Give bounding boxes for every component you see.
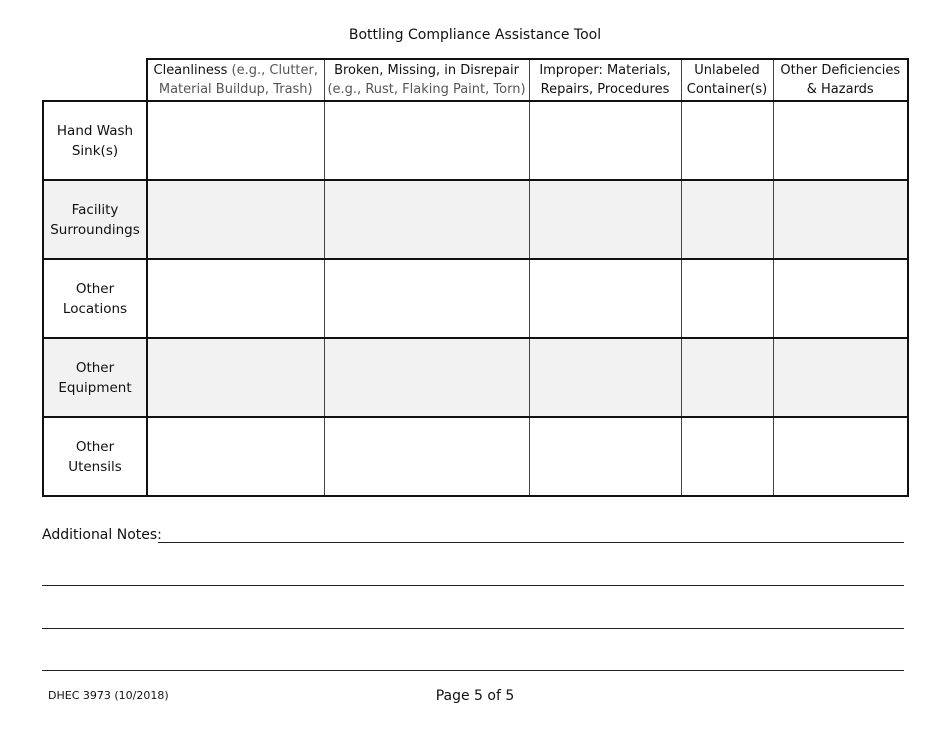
column-header-improper bbox=[529, 59, 681, 101]
additional-notes-label: Additional Notes: bbox=[42, 527, 162, 543]
column-header-line2: (e.g., Rust, Flaking Paint, Torn) bbox=[327, 82, 526, 97]
entry-cell[interactable] bbox=[773, 180, 908, 259]
entry-cell[interactable] bbox=[529, 180, 681, 259]
page-number: Page 5 of 5 bbox=[435, 688, 515, 704]
entry-cell[interactable] bbox=[773, 338, 908, 417]
column-header-cleanliness bbox=[147, 59, 324, 101]
entry-cell[interactable] bbox=[773, 259, 908, 338]
column-header-line2: Repairs, Procedures bbox=[540, 82, 670, 97]
entry-cell[interactable] bbox=[681, 259, 773, 338]
entry-cell[interactable] bbox=[324, 338, 529, 417]
compliance-table bbox=[42, 58, 909, 497]
entry-cell[interactable] bbox=[324, 180, 529, 259]
column-header-sub: (e.g., Clutter, bbox=[227, 63, 318, 78]
form-title: Bottling Compliance Assistance Tool bbox=[348, 27, 602, 43]
entry-cell[interactable] bbox=[529, 338, 681, 417]
entry-cell[interactable] bbox=[147, 259, 324, 338]
entry-cell[interactable] bbox=[324, 101, 529, 180]
entry-cell[interactable] bbox=[147, 417, 324, 496]
row-label-line2: Locations bbox=[62, 300, 128, 317]
column-header-main: Broken, Missing, in Disrepair bbox=[334, 63, 519, 78]
table-row-facility-surroundings bbox=[43, 180, 908, 259]
notes-line[interactable] bbox=[158, 542, 904, 543]
column-header-main: Cleanliness bbox=[153, 63, 228, 78]
row-label bbox=[43, 338, 147, 417]
entry-cell[interactable] bbox=[529, 101, 681, 180]
table-row-other-equipment bbox=[43, 338, 908, 417]
table-row-other-utensils bbox=[43, 417, 908, 496]
row-label-line2: Surroundings bbox=[50, 221, 140, 238]
form-id: DHEC 3973 (10/2018) bbox=[48, 689, 169, 702]
row-label bbox=[43, 180, 147, 259]
entry-cell[interactable] bbox=[529, 259, 681, 338]
table-row-other-locations bbox=[43, 259, 908, 338]
column-header-line2: Container(s) bbox=[686, 82, 768, 97]
entry-cell[interactable] bbox=[773, 417, 908, 496]
column-header-line2: & Hazards bbox=[806, 82, 874, 97]
column-header-main: Unlabeled bbox=[694, 63, 760, 78]
column-header-line2: Material Buildup, Trash) bbox=[158, 82, 313, 97]
row-label-line1: Other bbox=[75, 438, 115, 455]
entry-cell[interactable] bbox=[681, 101, 773, 180]
row-label-line1: Facility bbox=[71, 201, 119, 218]
row-label bbox=[43, 101, 147, 180]
row-label-line2: Sink(s) bbox=[71, 142, 119, 159]
notes-line[interactable] bbox=[42, 670, 904, 671]
entry-cell[interactable] bbox=[147, 101, 324, 180]
row-label-line2: Equipment bbox=[58, 379, 132, 396]
row-label-line1: Hand Wash bbox=[56, 122, 134, 139]
row-label-line1: Other bbox=[75, 280, 115, 297]
entry-cell[interactable] bbox=[147, 180, 324, 259]
entry-cell[interactable] bbox=[681, 338, 773, 417]
column-header-other-deficiencies bbox=[773, 59, 908, 101]
table-corner bbox=[43, 59, 147, 101]
entry-cell[interactable] bbox=[324, 259, 529, 338]
entry-cell[interactable] bbox=[529, 417, 681, 496]
row-label bbox=[43, 417, 147, 496]
row-label-line1: Other bbox=[75, 359, 115, 376]
entry-cell[interactable] bbox=[681, 417, 773, 496]
entry-cell[interactable] bbox=[773, 101, 908, 180]
notes-line[interactable] bbox=[42, 585, 904, 586]
row-label-line2: Utensils bbox=[68, 458, 122, 475]
column-header-main: Improper: Materials, bbox=[539, 63, 671, 78]
column-header-main: Other Deficiencies bbox=[780, 63, 901, 78]
column-header-broken bbox=[324, 59, 529, 101]
notes-line[interactable] bbox=[42, 628, 904, 629]
entry-cell[interactable] bbox=[147, 338, 324, 417]
column-header-unlabeled bbox=[681, 59, 773, 101]
table-row-hand-wash-sinks bbox=[43, 101, 908, 180]
entry-cell[interactable] bbox=[324, 417, 529, 496]
entry-cell[interactable] bbox=[681, 180, 773, 259]
row-label bbox=[43, 259, 147, 338]
